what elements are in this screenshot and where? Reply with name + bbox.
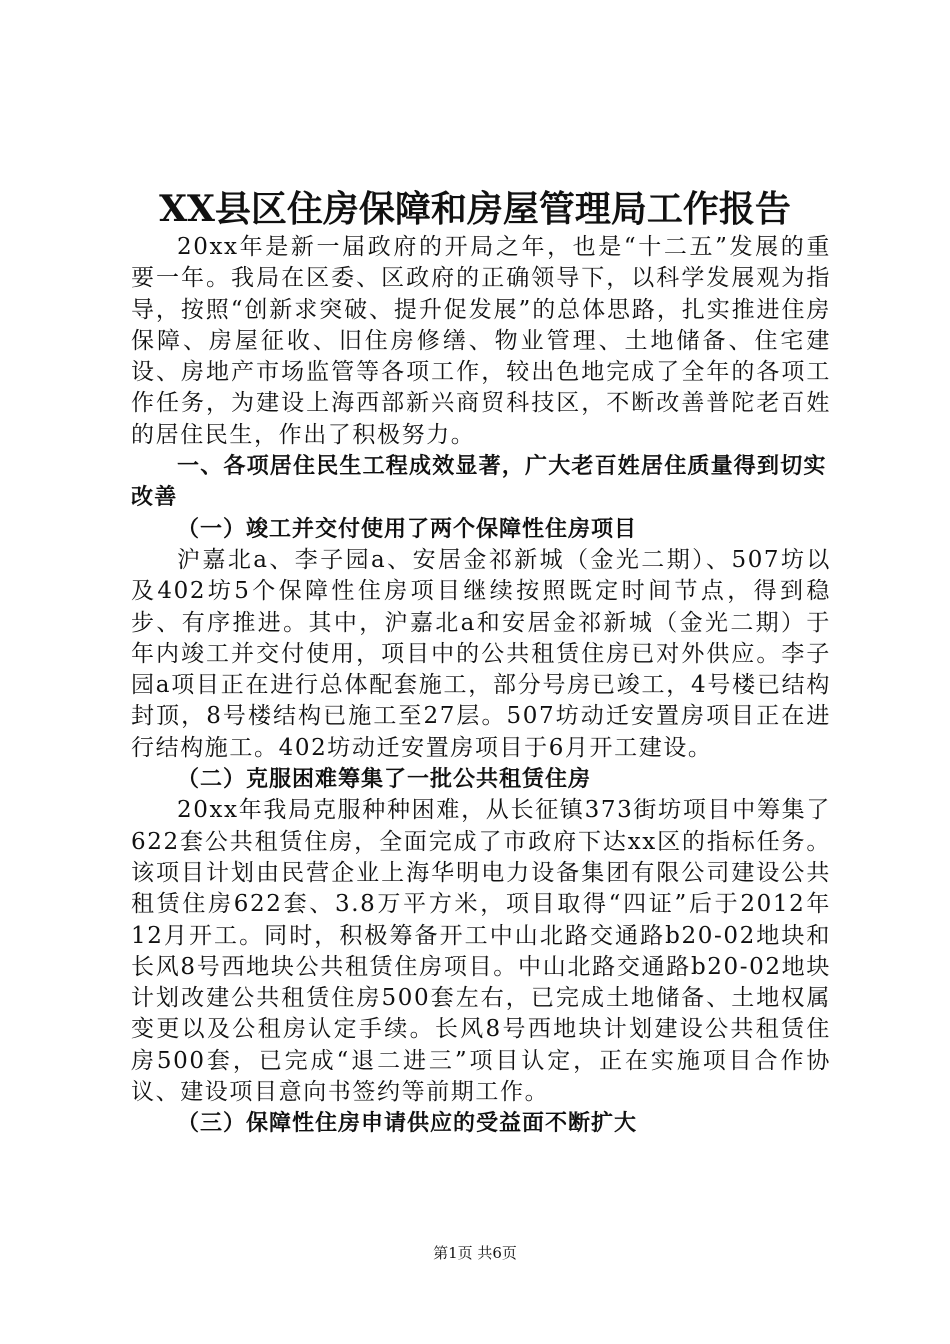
subsection-1-heading: （一）竣工并交付使用了两个保障性住房项目 — [177, 516, 638, 542]
subsection-2-paragraph: 20xx年我局克服种种困难，从长征镇373街坊项目中筹集了622套公共租赁住房，全面完成了市政府下达xx区的指标任务。该项目计划由民营企业上海华明电力设备集团有限公司建设公共租赁住房622套、3.8万平方米，项目取得“四证”后于2012年12月开工。同时，积极筹备开工中山北路交通路b20-02地块和长风8号西地块公共租赁住房项目。中山北路交通路b20-02地块计划改建公共租赁住房500套左右，已完成土地储备、土地权属变更以及公租房认定手续。长风8号西地块计划建设公共租赁住房500套，已完成“退二进三”项目认定，正在实施项目合作协议、建设项目意向书签约等前期工作。 — [131, 797, 831, 1106]
page-number-footer: 第1页 共6页 — [433, 1244, 517, 1262]
document-body — [131, 232, 831, 1140]
section-1-heading: 一、各项居住民生工程成效显著，广大老百姓居住质量得到切实改善 — [131, 454, 827, 511]
intro-paragraph: 20xx年是新一届政府的开局之年，也是“十二五”发展的重要一年。我局在区委、区政府的正确领导下，以科学发展观为指导，按照“创新求突破、提升促发展”的总体思路，扎实推进住房保障、房屋征收、旧住房修缮、物业管理、土地储备、住宅建设、房地产市场监管等各项工作，较出色地完成了全年的各项工作任务，为建设上海西部新兴商贸科技区，不断改善普陀老百姓的居住民生，作出了积极努力。 — [131, 234, 831, 448]
subsection-1-paragraph: 沪嘉北a、李子园a、安居金祁新城（金光二期）、507坊以及402坊5个保障性住房项目继续按照既定时间节点，得到稳步、有序推进。其中，沪嘉北a和安居金祁新城（金光二期）于年内竣工并交付使用，项目中的公共租赁住房已对外供应。李子园a项目正在进行总体配套施工，部分号房已竣工，4号楼已结构封顶，8号楼结构已施工至27层。507坊动迁安置房项目正在进行结构施工。402坊动迁安置房项目于6月开工建设。 — [131, 546, 831, 761]
subsection-3-heading: （三）保障性住房申请供应的受益面不断扩大 — [177, 1111, 638, 1137]
subsection-2-heading: （二）克服困难筹集了一批公共租赁住房 — [177, 767, 592, 793]
document-title: XX县区住房保障和房屋管理局工作报告 — [159, 188, 791, 230]
